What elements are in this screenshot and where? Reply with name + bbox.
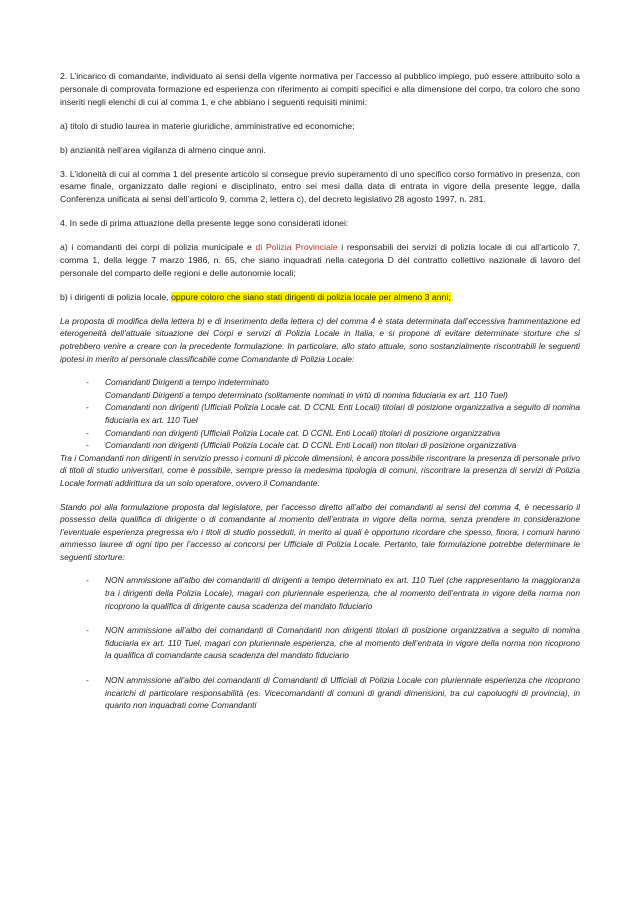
list-item: - Comandanti non dirigenti (Ufficiali Polizia Locale cat. D CCNL Enti Locali) non titolari di posizione organizzativa: [86, 440, 517, 451]
paragraph-3: 3. L’idoneità di cui al comma 1 del presente articolo si consegue previo superamento di uno specifico corso formativo in presenza, con esame finale, organizzato dalle regioni e disciplinato, entro sei mesi dalla data di entrata in vigore della presente legge, dalla Conferenza unificata ai sensi dell’articolo 9, comma 2, lettera c), del decreto legislativo 28 agosto 1997, n. 281.: [60, 168, 580, 205]
list-item-subline: Comandanti Dirigenti a tempo determinato (solitamente nominati in virtù di nomina fiduciaria ex art. 110 Tuel): [105, 389, 508, 400]
distortions-list: [60, 574, 580, 711]
list-item-text: Comandanti non dirigenti (Ufficiali Polizia Locale cat. D CCNL Enti Locali) titolari di posizione organizzativa: [105, 427, 501, 438]
list-item-text: NON ammissione all’albo dei comandanti di dirigenti a tempo determinato ex art. 110 Tuel (che rappresentano la maggioranza tra i dirigenti della Polizia Locale), magari con pluriennale esperienza, che al momento dell’entrata in vigore della norma non ricoprono la qualifica di dirigente causa scadenza del mandato fiduciario: [105, 575, 580, 611]
item-a-text-pre: a) i comandanti dei corpi di polizia municipale e: [60, 242, 256, 253]
list-item-text: Comandanti Dirigenti a tempo indeterminato: [105, 377, 269, 388]
item-a-comandanti: [60, 241, 580, 280]
paragraph-2: 2. L’incarico di comandante, individuato ai sensi della vigente normativa per l’accesso al pubblico impiego, può essere attribuito solo a personale di comprovata formazione ed esperienza con riferimento ai compiti specifici e alla dimensione del corpo, tra coloro che sono inseriti negli elenchi di cui al comma 1, e che abbiano i seguenti requisiti minimi:: [60, 71, 580, 107]
requirement-b: b) anzianità nell’area vigilanza di almeno cinque anni.: [60, 144, 266, 155]
list-item: - Comandanti Dirigenti a tempo indeterminato Comandanti Dirigenti a tempo determinato (solitamente nominati in virtù di nomina fiduciaria ex art. 110 Tuel): [60, 376, 580, 401]
item-b-dirigenti: [60, 291, 580, 304]
list-item-text: Comandanti non dirigenti (Ufficiali Polizia Locale cat. D CCNL Enti Locali) non titolari di posizione organizzativa: [105, 440, 517, 451]
requirement-a: a) titolo di studio laurea in materie giuridiche, amministrative ed economiche;: [60, 120, 355, 131]
item-a-red-insertion: di Polizia Provinciale: [255, 242, 338, 253]
commentary-intro: La proposta di modifica della lettera b) e di inserimento della lettera c) del comma 4 è stata determinata dall’eccessiva frammentazione ed eterogeneità dell’attuale situazione dei Corpi e servizi di Polizia Locale in Italia, e si propone di evitare determinate storture che si potrebbero venire a creare con la precedente formulazione. In particolare, allo stato attuale, sono sostanzialmente riscontrabili le seguenti ipotesi in merito al personale classificabile come Comandante di Polizia Locale:: [60, 315, 580, 364]
list-item-text: NON ammissione all’albo dei comandanti di Comandanti non dirigenti titolari di posizione organizzativa a seguito di nomina fiduciaria ex art. 110 Tuel, magari con pluriennale esperienza, che al momento dell’entrata in vigore della norma non ricoprono la qualifica di comandante causa scadenza del mandato fiduciario: [105, 625, 580, 661]
list-item: - Comandanti non dirigenti (Ufficiali Polizia Locale cat. D CCNL Enti Locali) titolari di posizione organizzativa: [86, 427, 501, 438]
paragraph-4: 4. In sede di prima attuazione della presente legge sono considerati idonei:: [60, 218, 349, 229]
item-b-highlighted-insertion: oppure coloro che siano stati dirigenti di polizia locale per almeno 3 anni;: [171, 291, 451, 302]
commentary-formulation: Stando poi alla formulazione proposta dal legislatore, per l’accesso diretto all’albo dei comandanti ai sensi del comma 4, è necessario il possesso della qualifica di dirigente o di comandante al momento dell’entrata in vigore della norma, senza prendere in considerazione l’eventuale esperienza pregressa e/o i titoli di studio posseduti, in merito ai quali è opportuno ricordare che spesso, finora, i comuni hanno ammesso lauree di ogni tipo per l’accesso ai concorsi per Ufficiale di Polizia Locale. Pertanto, tale formulazione potrebbe determinare le seguenti storture:: [60, 501, 580, 562]
personnel-list: [60, 376, 580, 452]
item-b-text-pre: b) i dirigenti di polizia locale,: [60, 291, 172, 302]
commentary-small-municipalities: Tra i Comandanti non dirigenti in servizio presso i comuni di piccole dimensioni, è ancora possibile riscontrare la presenza di personale privo di titoli di studio universitari, come è possibile, sempre presso la medesima tipologia di comuni, riscontrare la presenza di servizi di Polizia Locale formati addirittura da un solo operatore, ovvero il Comandante.: [60, 452, 580, 488]
text-column: [60, 70, 580, 724]
list-item-text: Comandanti non dirigenti (Ufficiali Polizia Locale cat. D CCNL Enti Locali) titolari di posizione organizzativa a seguito di nomina fiduciaria ex art. 110 Tuel: [105, 402, 580, 425]
list-item: - NON ammissione all’albo dei comandanti di Comandanti di Ufficiali di Polizia Locale con pluriennale esperienza che ricoprono incarichi di particolare responsabilità (es. Vicecomandanti di comuni di grandi dimensioni, tra cui capoluoghi di provincia), in quanto non inquadrati come Comandanti: [86, 675, 580, 711]
list-item-text: NON ammissione all’albo dei comandanti di Comandanti di Ufficiali di Polizia Locale con pluriennale esperienza che ricoprono incarichi di particolare responsabilità (es. Vicecomandanti di comuni di grandi dimensioni, tra cui capoluoghi di provincia), in quanto non inquadrati come Comandanti: [105, 675, 580, 711]
list-item: - NON ammissione all’albo dei comandanti di dirigenti a tempo determinato ex art. 110 Tuel (che rappresentano la maggioranza tra i dirigenti della Polizia Locale), magari con pluriennale esperienza, che al momento dell’entrata in vigore della norma non ricoprono la qualifica di dirigente causa scadenza del mandato fiduciario: [86, 575, 580, 611]
list-item: - Comandanti non dirigenti (Ufficiali Polizia Locale cat. D CCNL Enti Locali) titolari di posizione organizzativa a seguito di nomina fiduciaria ex art. 110 Tuel: [86, 402, 580, 425]
list-item: - NON ammissione all’albo dei comandanti di Comandanti non dirigenti titolari di posizione organizzativa a seguito di nomina fiduciaria ex art. 110 Tuel, magari con pluriennale esperienza, che al momento dell’entrata in vigore della norma non ricoprono la qualifica di comandante causa scadenza del mandato fiduciario: [86, 625, 580, 661]
item-a-text-post: i responsabili dei servizi di polizia locale di cui all’articolo 7, comma 1, della legge 7 marzo 1986, n. 65, che siano inquadrati nella categoria D del contratto collettivo nazionale di lavoro del personale del comparto delle regioni e delle autonomie locali;: [60, 242, 580, 278]
